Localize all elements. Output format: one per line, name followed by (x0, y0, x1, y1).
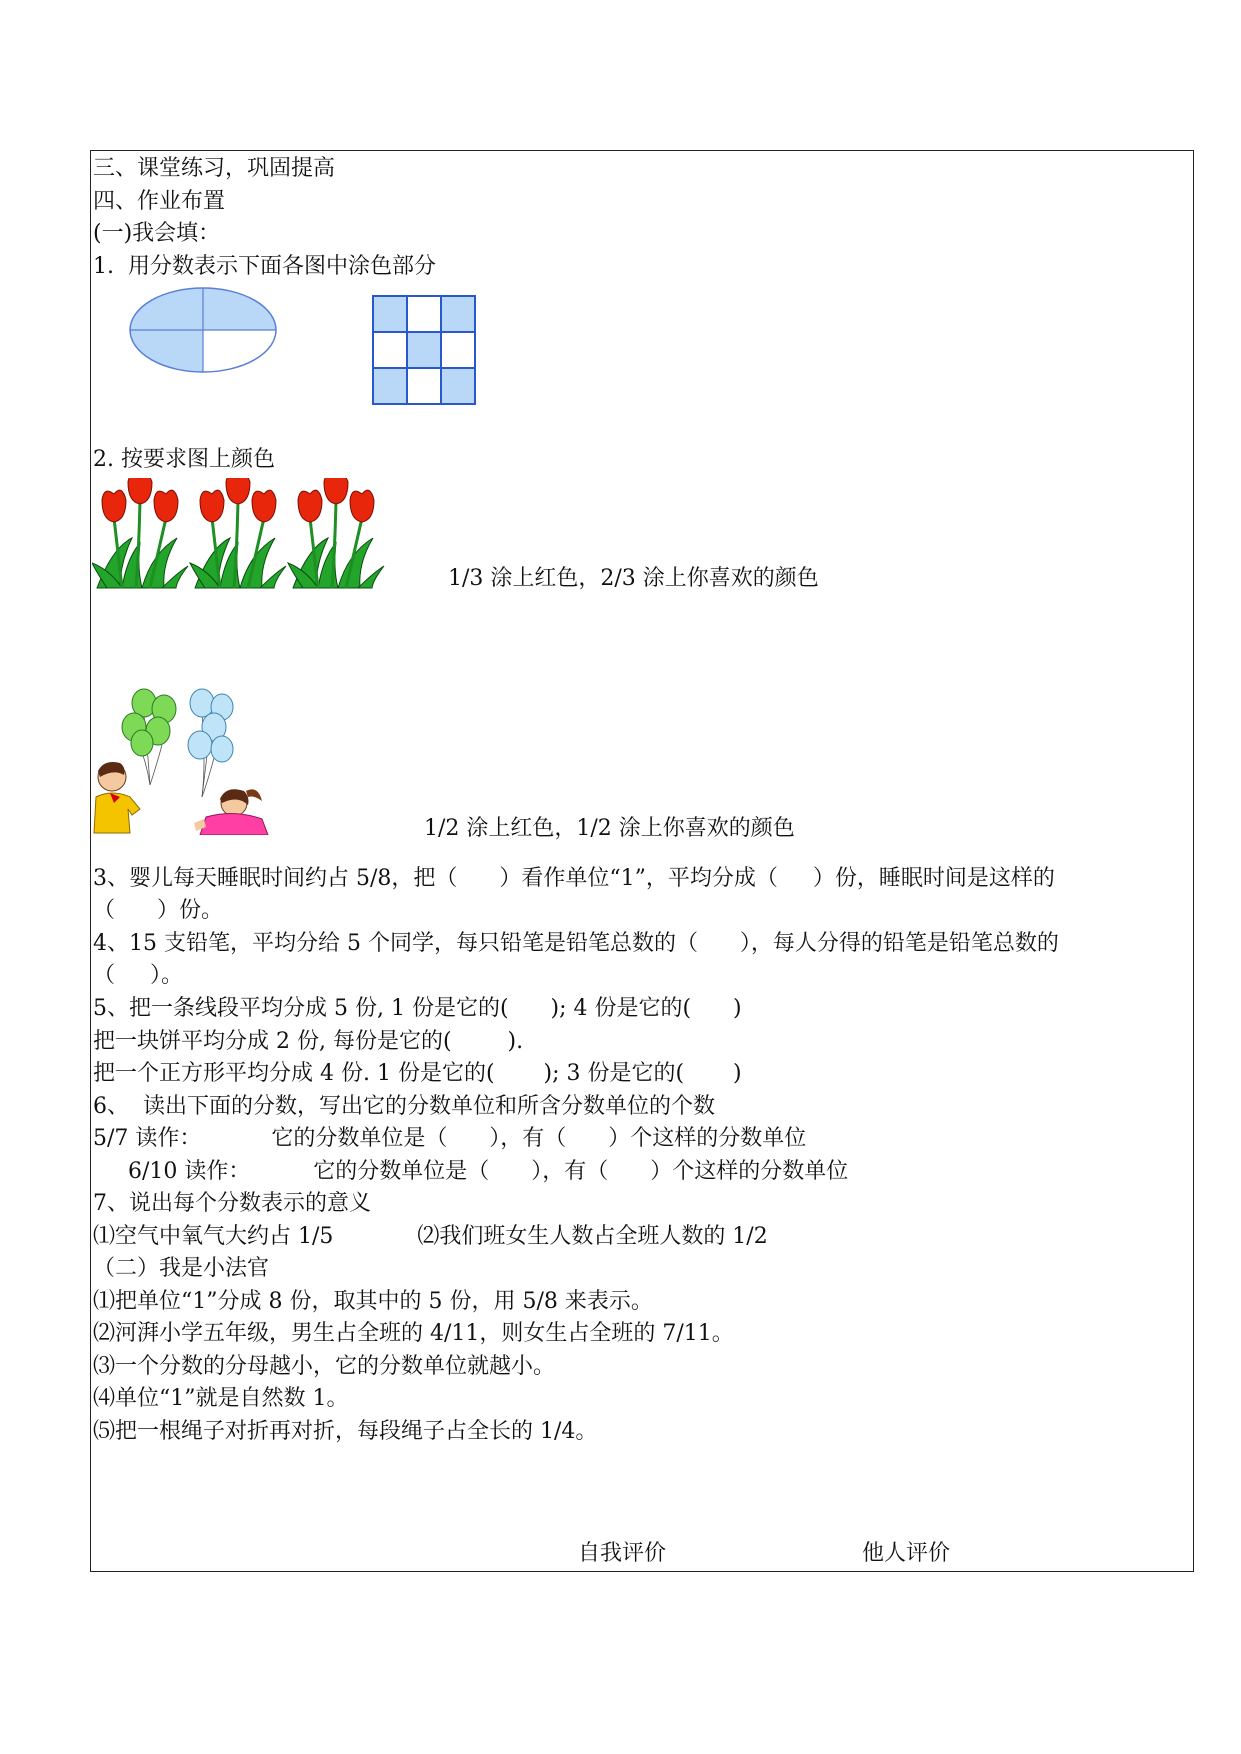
kids-balloons-illustration (92, 685, 282, 835)
judge-item-2: ⑵河湃小学五年级，男生占全班的 4/11，则女生占全班的 7/11。 (93, 1321, 734, 1346)
section-three-heading: 三、课堂练习，巩固提高 (93, 156, 336, 181)
tulips-caption: 1/3 涂上红色，2/3 涂上你喜欢的颜色 (448, 566, 819, 591)
peer-evaluation-label: 他人评价 (862, 1541, 951, 1566)
tulips-illustration (92, 478, 392, 590)
question-1: 1. 用分数表示下面各图中涂色部分 (93, 254, 436, 279)
question-3-line-1: 3、婴儿每天睡眠时间约占 5/8，把（ ）看作单位“1”，平均分成（ ）份，睡眠时间是这样的 (93, 866, 1055, 891)
ellipse-quarter-blank (203, 330, 278, 374)
grid-cell-blank (441, 332, 475, 368)
question-5-line-1: 5、把一条线段平均分成 5 份, 1 份是它的( ); 4 份是它的( ) (93, 996, 742, 1021)
judge-item-4: ⑷单位“1”就是自然数 1。 (93, 1386, 349, 1411)
shaded-ellipse-figure (128, 286, 278, 374)
grid-cell-blank (407, 296, 441, 332)
self-evaluation-label: 自我评价 (578, 1541, 667, 1566)
grid-cell-shaded (373, 368, 407, 404)
balloons-caption: 1/2 涂上红色，1/2 涂上你喜欢的颜色 (424, 816, 795, 841)
question-6: 6、 读出下面的分数，写出它的分数单位和所含分数单位的个数 (93, 1094, 715, 1119)
question-5-line-3: 把一个正方形平均分成 4 份. 1 份是它的( ); 3 份是它的( ) (93, 1061, 742, 1086)
judge-item-3: ⑶一个分数的分母越小，它的分数单位就越小。 (93, 1354, 556, 1379)
ellipse-quarter-shaded (128, 286, 203, 330)
grid-cell-shaded (441, 296, 475, 332)
question-6-item-b: 6/10 读作： 它的分数单位是（ ），有（ ）个这样的分数单位 (93, 1159, 849, 1184)
question-2: 2. 按要求图上颜色 (93, 447, 275, 472)
judge-item-5: ⑸把一根绳子对折再对折，每段绳子占全长的 1/4。 (93, 1419, 598, 1444)
grid-cell-shaded (373, 296, 407, 332)
grid-cell-shaded (407, 332, 441, 368)
judge-item-1: ⑴把单位“1”分成 8 份，取其中的 5 份，用 5/8 来表示。 (93, 1289, 653, 1314)
question-6-item-a: 5/7 读作： 它的分数单位是（ ），有（ ）个这样的分数单位 (93, 1126, 807, 1151)
grid-cell-blank (407, 368, 441, 404)
question-7: 7、说出每个分数表示的意义 (93, 1191, 371, 1216)
question-4-line-2: （ ）。 (93, 963, 183, 988)
fill-in-heading: (一)我会填： (93, 221, 221, 246)
grid-cell-blank (373, 332, 407, 368)
ellipse-quarter-shaded (203, 286, 278, 330)
ellipse-quarter-shaded (128, 330, 203, 374)
question-7-items: ⑴空气中氧气大约占 1/5 ⑵我们班女生人数占全班人数的 1/2 (93, 1224, 768, 1249)
question-5-line-2: 把一块饼平均分成 2 份, 每份是它的( ). (93, 1029, 524, 1054)
section-four-heading: 四、作业布置 (93, 189, 226, 214)
grid-cell-shaded (441, 368, 475, 404)
shaded-grid-figure (371, 294, 477, 406)
judge-section-heading: （二）我是小法官 (93, 1256, 270, 1281)
question-4-line-1: 4、15 支铅笔，平均分给 5 个同学，每只铅笔是铅笔总数的（ ），每人分得的铅笔是铅笔总数的 (93, 931, 1059, 956)
question-3-line-2: （ ）份。 (93, 898, 223, 923)
